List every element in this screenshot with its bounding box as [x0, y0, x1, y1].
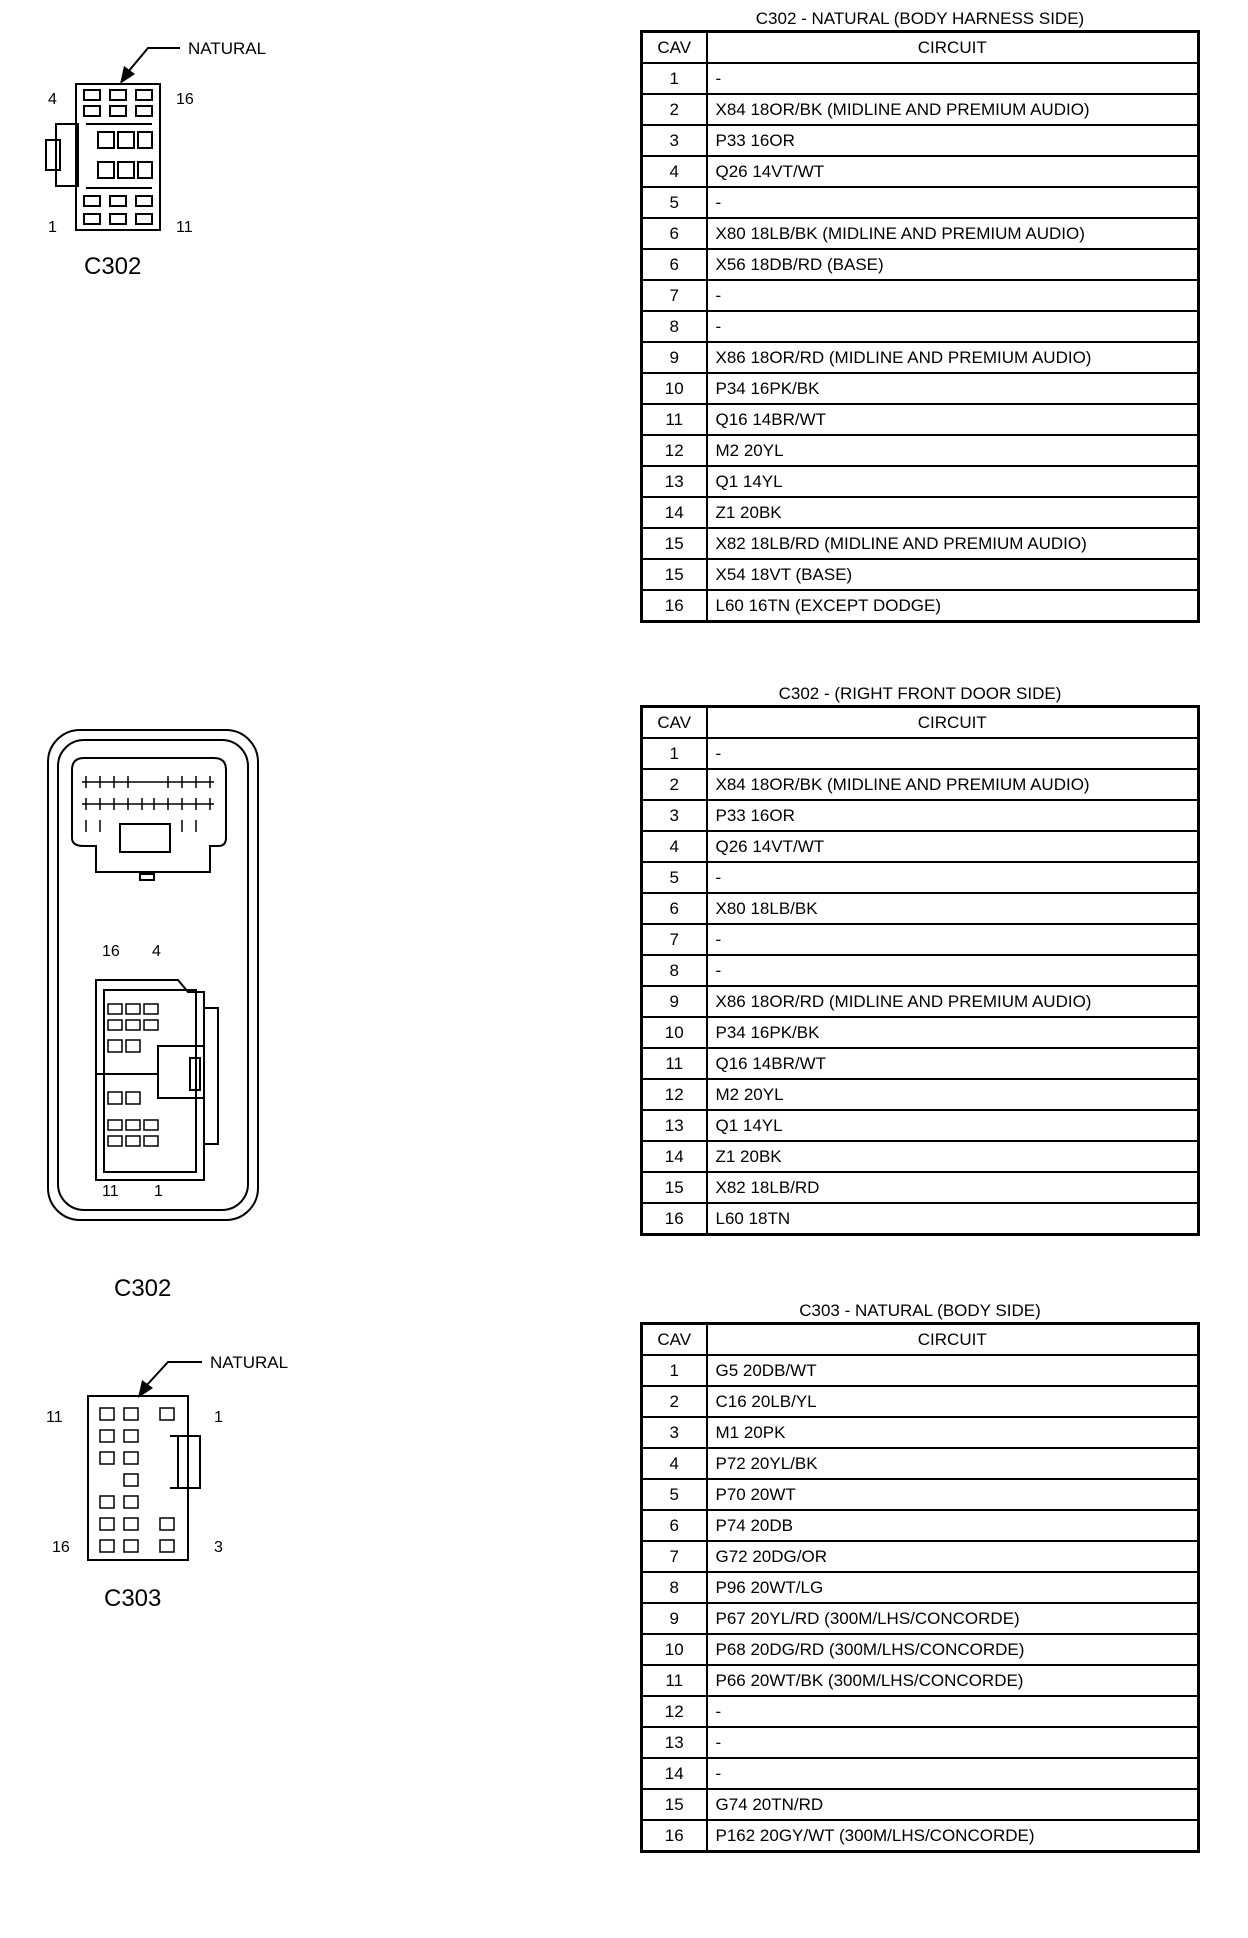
table-row — [642, 1110, 1199, 1141]
table-row — [642, 1572, 1199, 1603]
cavity-cell: 8 — [642, 311, 707, 342]
circuit-cell: Q16 14BR/WT — [707, 1048, 1199, 1079]
circuit-cell: P33 16OR — [707, 125, 1199, 156]
cavity-cell: 4 — [642, 831, 707, 862]
cavity-cell: 2 — [642, 94, 707, 125]
c303-body-leader-line — [146, 1362, 202, 1386]
circuit-cell: Q26 14VT/WT — [707, 156, 1199, 187]
cavity-cell: 16 — [642, 1820, 707, 1852]
pinout-table — [640, 705, 1200, 1236]
circuit-cell: M2 20YL — [707, 435, 1199, 466]
table-row — [642, 373, 1199, 404]
cavity-cell: 15 — [642, 559, 707, 590]
table-row — [642, 1386, 1199, 1417]
cavity-cell: 10 — [642, 1017, 707, 1048]
table-row — [642, 986, 1199, 1017]
table-row — [642, 1603, 1199, 1634]
table-row — [642, 435, 1199, 466]
table-row — [642, 1141, 1199, 1172]
cavity-cell: 11 — [642, 1665, 707, 1696]
circuit-cell: L60 18TN — [707, 1203, 1199, 1235]
table-row — [642, 955, 1199, 986]
cavity-cell: 8 — [642, 955, 707, 986]
c303-body-pin-3: 3 — [214, 1539, 223, 1556]
table-row — [642, 1758, 1199, 1789]
table-row — [642, 404, 1199, 435]
header-circuit: CIRCUIT — [707, 707, 1199, 739]
cavity-cell: 7 — [642, 1541, 707, 1572]
table-row — [642, 893, 1199, 924]
cavity-cell: 6 — [642, 249, 707, 280]
c303-body-terminals — [100, 1408, 174, 1552]
c303-body-connector — [46, 1353, 288, 1612]
table-row — [642, 559, 1199, 590]
circuit-cell: G5 20DB/WT — [707, 1355, 1199, 1386]
c302-body-color-label: NATURAL — [188, 39, 267, 58]
circuit-cell: Z1 20BK — [707, 497, 1199, 528]
cavity-cell: 6 — [642, 218, 707, 249]
table-row — [642, 528, 1199, 559]
cavity-cell: 12 — [642, 1079, 707, 1110]
circuit-cell: Q1 14YL — [707, 466, 1199, 497]
table-row — [642, 800, 1199, 831]
cavity-cell: 6 — [642, 1510, 707, 1541]
c302-body-connector — [46, 39, 266, 280]
table-row — [642, 1017, 1199, 1048]
table-row — [642, 342, 1199, 373]
circuit-cell: P70 20WT — [707, 1479, 1199, 1510]
cavity-cell: 9 — [642, 1603, 707, 1634]
circuit-cell: X80 18LB/BK — [707, 893, 1199, 924]
circuit-cell: Q26 14VT/WT — [707, 831, 1199, 862]
cavity-cell: 1 — [642, 738, 707, 769]
table-row — [642, 1048, 1199, 1079]
circuit-cell: - — [707, 1696, 1199, 1727]
c302-body-pin-1: 1 — [48, 219, 57, 236]
c302-body-pin-11: 11 — [176, 219, 193, 236]
circuit-cell: C16 20LB/YL — [707, 1386, 1199, 1417]
header-cav: CAV — [642, 707, 707, 739]
cavity-cell: 2 — [642, 769, 707, 800]
cavity-cell: 4 — [642, 1448, 707, 1479]
cavity-cell: 7 — [642, 280, 707, 311]
table-row — [642, 924, 1199, 955]
circuit-cell: Q1 14YL — [707, 1110, 1199, 1141]
cavity-cell: 1 — [642, 1355, 707, 1386]
circuit-cell: Q16 14BR/WT — [707, 404, 1199, 435]
c302-body-pin-16: 16 — [176, 91, 194, 108]
header-circuit: CIRCUIT — [707, 1324, 1199, 1356]
circuit-cell: - — [707, 280, 1199, 311]
table-row — [642, 1820, 1199, 1852]
circuit-cell: P33 16OR — [707, 800, 1199, 831]
cavity-cell: 14 — [642, 497, 707, 528]
circuit-cell: - — [707, 955, 1199, 986]
table-row — [642, 466, 1199, 497]
table-row — [642, 1079, 1199, 1110]
cavity-cell: 5 — [642, 187, 707, 218]
circuit-cell: - — [707, 63, 1199, 94]
c302-body-leader-line — [128, 48, 180, 72]
cavity-cell: 10 — [642, 1634, 707, 1665]
cavity-cell: 13 — [642, 1727, 707, 1758]
cavity-cell: 7 — [642, 924, 707, 955]
cavity-cell: 1 — [642, 63, 707, 94]
circuit-cell: P162 20GY/WT (300M/LHS/CONCORDE) — [707, 1820, 1199, 1852]
cavity-cell: 5 — [642, 1479, 707, 1510]
circuit-cell: X86 18OR/RD (MIDLINE AND PREMIUM AUDIO) — [707, 986, 1199, 1017]
circuit-cell: G74 20TN/RD — [707, 1789, 1199, 1820]
circuit-cell: P67 20YL/RD (300M/LHS/CONCORDE) — [707, 1603, 1199, 1634]
cavity-cell: 11 — [642, 1048, 707, 1079]
table-row — [642, 1417, 1199, 1448]
c302-door-label: C302 — [114, 1275, 172, 1302]
cavity-cell: 9 — [642, 986, 707, 1017]
table-row — [642, 63, 1199, 94]
cavity-cell: 15 — [642, 1789, 707, 1820]
table-row — [642, 1634, 1199, 1665]
cavity-cell: 14 — [642, 1758, 707, 1789]
circuit-cell: X82 18LB/RD (MIDLINE AND PREMIUM AUDIO) — [707, 528, 1199, 559]
cavity-cell: 16 — [642, 1203, 707, 1235]
table-row — [642, 1355, 1199, 1386]
table-row — [642, 187, 1199, 218]
table-row — [642, 249, 1199, 280]
circuit-cell: - — [707, 1758, 1199, 1789]
cavity-cell: 8 — [642, 1572, 707, 1603]
circuit-cell: X54 18VT (BASE) — [707, 559, 1199, 590]
table-row — [642, 1541, 1199, 1572]
table-row — [642, 1172, 1199, 1203]
circuit-cell: - — [707, 862, 1199, 893]
circuit-cell: P96 20WT/LG — [707, 1572, 1199, 1603]
c302-door-pin-11: 11 — [102, 1183, 119, 1200]
c303-body-label: C303 — [104, 1585, 162, 1612]
circuit-cell: P74 20DB — [707, 1510, 1199, 1541]
table-row — [642, 738, 1199, 769]
cavity-cell: 4 — [642, 156, 707, 187]
table-row — [642, 1203, 1199, 1235]
cavity-cell: 12 — [642, 435, 707, 466]
header-circuit: CIRCUIT — [707, 32, 1199, 64]
circuit-cell: L60 16TN (EXCEPT DODGE) — [707, 590, 1199, 622]
c303-body-pin-1: 1 — [214, 1409, 223, 1426]
cavity-cell: 13 — [642, 466, 707, 497]
circuit-cell: X84 18OR/BK (MIDLINE AND PREMIUM AUDIO) — [707, 769, 1199, 800]
pinout-table — [640, 30, 1200, 623]
table-row — [642, 1789, 1199, 1820]
c303-body-pin-11: 11 — [46, 1409, 63, 1426]
cavity-cell: 3 — [642, 125, 707, 156]
circuit-cell: X80 18LB/BK (MIDLINE AND PREMIUM AUDIO) — [707, 218, 1199, 249]
circuit-cell: M1 20PK — [707, 1417, 1199, 1448]
table-title: C302 - NATURAL (BODY HARNESS SIDE) — [755, 9, 1085, 28]
c302-door-pin-1: 1 — [154, 1183, 163, 1200]
circuit-cell: - — [707, 1727, 1199, 1758]
circuit-cell: P34 16PK/BK — [707, 1017, 1199, 1048]
circuit-cell: - — [707, 738, 1199, 769]
c303-body-table-block — [640, 1300, 1200, 1853]
circuit-cell: X84 18OR/BK (MIDLINE AND PREMIUM AUDIO) — [707, 94, 1199, 125]
c302-body-harness-table-block — [640, 8, 1200, 623]
table-row — [642, 862, 1199, 893]
table-row — [642, 1510, 1199, 1541]
c302-body-leader-arrow — [120, 66, 135, 84]
pinout-table — [640, 1322, 1200, 1853]
c302-door-pin-16: 16 — [102, 943, 120, 960]
c302-body-pin-4: 4 — [48, 91, 57, 108]
circuit-cell: Z1 20BK — [707, 1141, 1199, 1172]
table-title: C302 - (RIGHT FRONT DOOR SIDE) — [778, 684, 1062, 703]
header-cav: CAV — [642, 1324, 707, 1356]
c302-door-pin-4: 4 — [152, 943, 161, 960]
table-row — [642, 311, 1199, 342]
table-row — [642, 769, 1199, 800]
circuit-cell: P68 20DG/RD (300M/LHS/CONCORDE) — [707, 1634, 1199, 1665]
circuit-cell: X82 18LB/RD — [707, 1172, 1199, 1203]
circuit-cell: P66 20WT/BK (300M/LHS/CONCORDE) — [707, 1665, 1199, 1696]
cavity-cell: 6 — [642, 893, 707, 924]
table-row — [642, 1665, 1199, 1696]
cavity-cell: 12 — [642, 1696, 707, 1727]
cavity-cell: 13 — [642, 1110, 707, 1141]
circuit-cell: G72 20DG/OR — [707, 1541, 1199, 1572]
table-row — [642, 590, 1199, 622]
cavity-cell: 15 — [642, 528, 707, 559]
cavity-cell: 5 — [642, 862, 707, 893]
cavity-cell: 11 — [642, 404, 707, 435]
cavity-cell: 3 — [642, 800, 707, 831]
circuit-cell: X56 18DB/RD (BASE) — [707, 249, 1199, 280]
table-row — [642, 1696, 1199, 1727]
c303-body-color-label: NATURAL — [210, 1353, 289, 1372]
table-title: C303 - NATURAL (BODY SIDE) — [799, 1301, 1041, 1320]
circuit-cell: P72 20YL/BK — [707, 1448, 1199, 1479]
circuit-cell: P34 16PK/BK — [707, 373, 1199, 404]
c302-door-table-block — [640, 683, 1200, 1236]
circuit-cell: - — [707, 924, 1199, 955]
cavity-cell: 15 — [642, 1172, 707, 1203]
table-row — [642, 497, 1199, 528]
table-row — [642, 94, 1199, 125]
header-cav: CAV — [642, 32, 707, 64]
circuit-cell: X86 18OR/RD (MIDLINE AND PREMIUM AUDIO) — [707, 342, 1199, 373]
cavity-cell: 14 — [642, 1141, 707, 1172]
table-row — [642, 156, 1199, 187]
cavity-cell: 9 — [642, 342, 707, 373]
table-row — [642, 1448, 1199, 1479]
c302-body-label: C302 — [84, 253, 142, 280]
connector-diagrams — [0, 0, 620, 1938]
table-row — [642, 1727, 1199, 1758]
table-row — [642, 125, 1199, 156]
cavity-cell: 10 — [642, 373, 707, 404]
circuit-cell: - — [707, 311, 1199, 342]
circuit-cell: M2 20YL — [707, 1079, 1199, 1110]
table-row — [642, 280, 1199, 311]
table-row — [642, 1479, 1199, 1510]
cavity-cell: 3 — [642, 1417, 707, 1448]
table-row — [642, 218, 1199, 249]
circuit-cell: - — [707, 187, 1199, 218]
c302-door-connector — [48, 730, 258, 1302]
cavity-cell: 2 — [642, 1386, 707, 1417]
table-row — [642, 831, 1199, 862]
c303-body-pin-16: 16 — [52, 1539, 70, 1556]
cavity-cell: 16 — [642, 590, 707, 622]
